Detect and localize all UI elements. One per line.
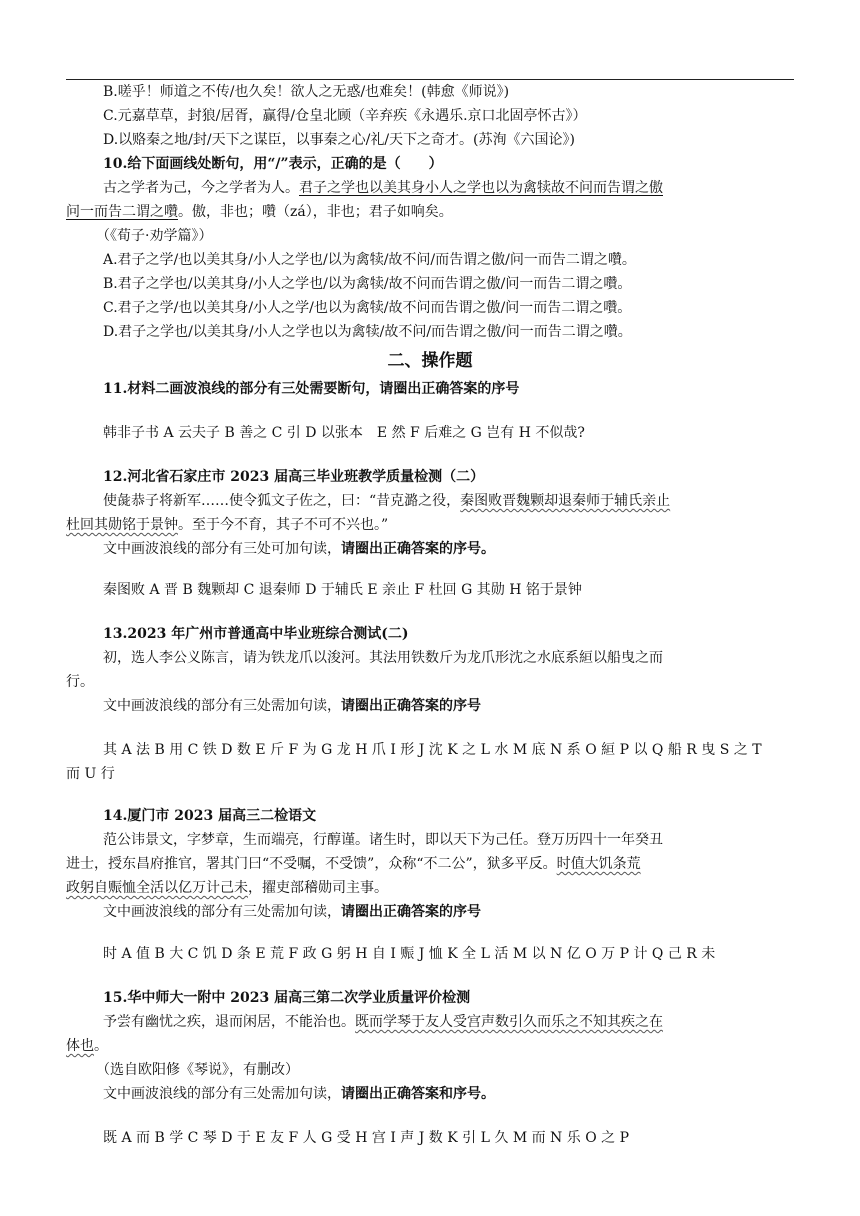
q14-passage-line2 <box>66 854 641 874</box>
q15-instruction <box>103 1084 495 1104</box>
q12-passage-tail: 。至于今不育，其子不可不兴也。” <box>178 517 389 533</box>
q9-option-b: B.嗟乎！师道之不传/也久矣！欲人之无惑/也难矣！(韩愈《师说》) <box>103 84 510 100</box>
q15-passage-line1 <box>103 1012 663 1032</box>
q14-letters: 时 A 值 B 大 C 饥 D 条 E 荒 F 政 G 躬 H 自 I 赈 J 恤 K 全 L 活 M 以 N 亿 O 万 P 计 Q 己 R 未 <box>103 946 716 962</box>
q14-passage-line3 <box>66 878 388 898</box>
q10-passage-line1 <box>103 178 663 198</box>
q13-passage-line2: 行。 <box>66 674 94 690</box>
q15-instruction-bold: 请圈出正确答案和序号。 <box>341 1086 495 1102</box>
q15-instruction-text: 文中画波浪线的部分有三处需加句读， <box>103 1086 341 1102</box>
q10-passage-suffix: 。傲，非也；囋（zá），非也；君子如响矣。 <box>178 204 453 220</box>
q12-instruction-text: 文中画波浪线的部分有三处可加句读， <box>103 541 341 557</box>
q14-instruction <box>103 902 481 922</box>
q9-option-c: C.元嘉草草，封狼/居胥，赢得/仓皇北顾（辛弃疾《永遇乐.京口北固亭怀古》） <box>103 108 587 124</box>
q12-passage-line2 <box>66 515 388 535</box>
q12-instruction <box>103 539 495 559</box>
q15-wavy-1: 既而学琴于友人受宫声数引久而乐之不知其疾之在 <box>355 1014 663 1030</box>
q10-title: 10.给下面画线处断句，用“/”表示，正确的是（ ） <box>103 156 443 172</box>
q14-wavy-2: 政躬自赈恤全活以亿万计己未 <box>66 880 248 896</box>
q14-passage-line1: 范公讳景文，字梦章，生而端亮，行醇谨。诸生时，即以天下为己任。登万历四十一年癸丑 <box>103 832 663 848</box>
q11-title: 11.材料二画波浪线的部分有三处需要断句，请圈出正确答案的序号 <box>103 381 520 397</box>
q14-instruction-bold: 请圈出正确答案的序号 <box>341 904 481 920</box>
q14-passage-tail: ，擢吏部稽勋司主事。 <box>248 880 388 896</box>
header-rule <box>66 79 794 80</box>
q14-instruction-text: 文中画波浪线的部分有三处需加句读， <box>103 904 341 920</box>
q14-title: 14.厦门市 2023 届高三二检语文 <box>103 808 317 824</box>
q12-letters: 秦图败 A 晋 B 魏颗却 C 退秦师 D 于辅氏 E 亲止 F 杜回 G 其勋 H 铭于景钟 <box>103 582 582 598</box>
q10-option-d: D.君子之学也/以美其身/小人之学也以为禽犊/故不问/而告谓之傲/问一而告二谓之囋。 <box>103 324 632 340</box>
q12-wavy-1: 秦图败晋魏颗却退秦师于辅氏亲止 <box>460 493 671 509</box>
q10-underlined-2: 问一而告二谓之囋 <box>66 204 178 220</box>
q15-title: 15.华中师大一附中 2023 届高三第二次学业质量评价检测 <box>103 990 471 1006</box>
q9-option-d: D.以赂秦之地/封/天下之谋臣，以事秦之心/礼/天下之奇才。(苏洵《六国论》) <box>103 132 575 148</box>
q13-instruction-text: 文中画波浪线的部分有三处需加句读， <box>103 698 341 714</box>
q15-source: （选自欧阳修《琴说》，有删改） <box>96 1062 299 1078</box>
q10-passage-line2 <box>66 202 453 222</box>
q12-wavy-2: 杜回其勋铭于景钟 <box>66 517 178 533</box>
q13-instruction <box>103 696 481 716</box>
q12-passage-line1 <box>103 491 670 511</box>
q10-option-b: B.君子之学也/以美其身/小人之学也/以为禽犊/故不问而告谓之傲/问一而告二谓之囋。 <box>103 276 632 292</box>
section-title: 二、操作题 <box>387 351 473 371</box>
q14-passage-text: 进士，授东昌府推官，署其门曰“不受嘱，不受馈”，众称“不二公”，狱多平反。 <box>66 856 557 872</box>
q10-source: （《荀子·劝学篇》） <box>96 228 213 244</box>
q14-wavy-1: 时值大饥条荒 <box>556 856 641 872</box>
q13-title: 13.2023 年广州市普通高中毕业班综合测试(二) <box>103 626 409 642</box>
q13-passage-line1 <box>103 648 663 668</box>
q10-option-a: A.君子之学/也以美其身/小人之学也/以为禽犊/故不问/而告谓之傲/问一而告二谓之囋。 <box>103 252 636 268</box>
q13-letters-line1: 其 A 法 B 用 C 铁 D 数 E 斤 F 为 G 龙 H 爪 I 形 J 沈 K 之 L 水 M 底 N 系 O 絙 P 以 Q 船 R 曳 S 之 T <box>103 742 762 758</box>
q15-passage-tail: 。 <box>94 1038 108 1054</box>
q11-letters: 韩非子书 A 云夫子 B 善之 C 引 D 以张本 E 然 F 后难之 G 岂有 H 不似哉? <box>103 425 585 441</box>
q15-passage-text: 予尝有幽忧之疾，退而闲居，不能治也。 <box>103 1014 355 1030</box>
q12-instruction-bold: 请圈出正确答案的序号。 <box>341 541 495 557</box>
q10-underlined-1: 君子之学也以美其身小人之学也以为禽犊故不问而告谓之傲 <box>299 180 663 196</box>
q13-instruction-bold: 请圈出正确答案的序号 <box>341 698 481 714</box>
q10-passage-prefix: 古之学者为己，今之学者为人。 <box>103 180 299 196</box>
q12-passage-text: 使彘恭子将新军……使令狐文子佐之，曰：“昔克潞之役， <box>103 493 461 509</box>
q12-title: 12.河北省石家庄市 2023 届高三毕业班教学质量检测（二） <box>103 469 485 485</box>
q13-passage-text: 初，选人李公义陈言，请为铁龙爪以浚河。其法用铁数斤为龙爪形沈之水底系絙以船曳之而 <box>103 650 663 666</box>
q10-option-c: C.君子之学/也以美其身/小人之学/也以为禽犊/故不问而告谓之傲/问一而告二谓之囋。 <box>103 300 632 316</box>
q13-letters-line2: 而 U 行 <box>66 766 115 782</box>
q15-wavy-2: 体也 <box>66 1038 94 1054</box>
q15-passage-line2 <box>66 1036 108 1056</box>
q15-letters: 既 A 而 B 学 C 琴 D 于 E 友 F 人 G 受 H 宫 I 声 J 数 K 引 L 久 M 而 N 乐 O 之 P <box>103 1130 629 1146</box>
